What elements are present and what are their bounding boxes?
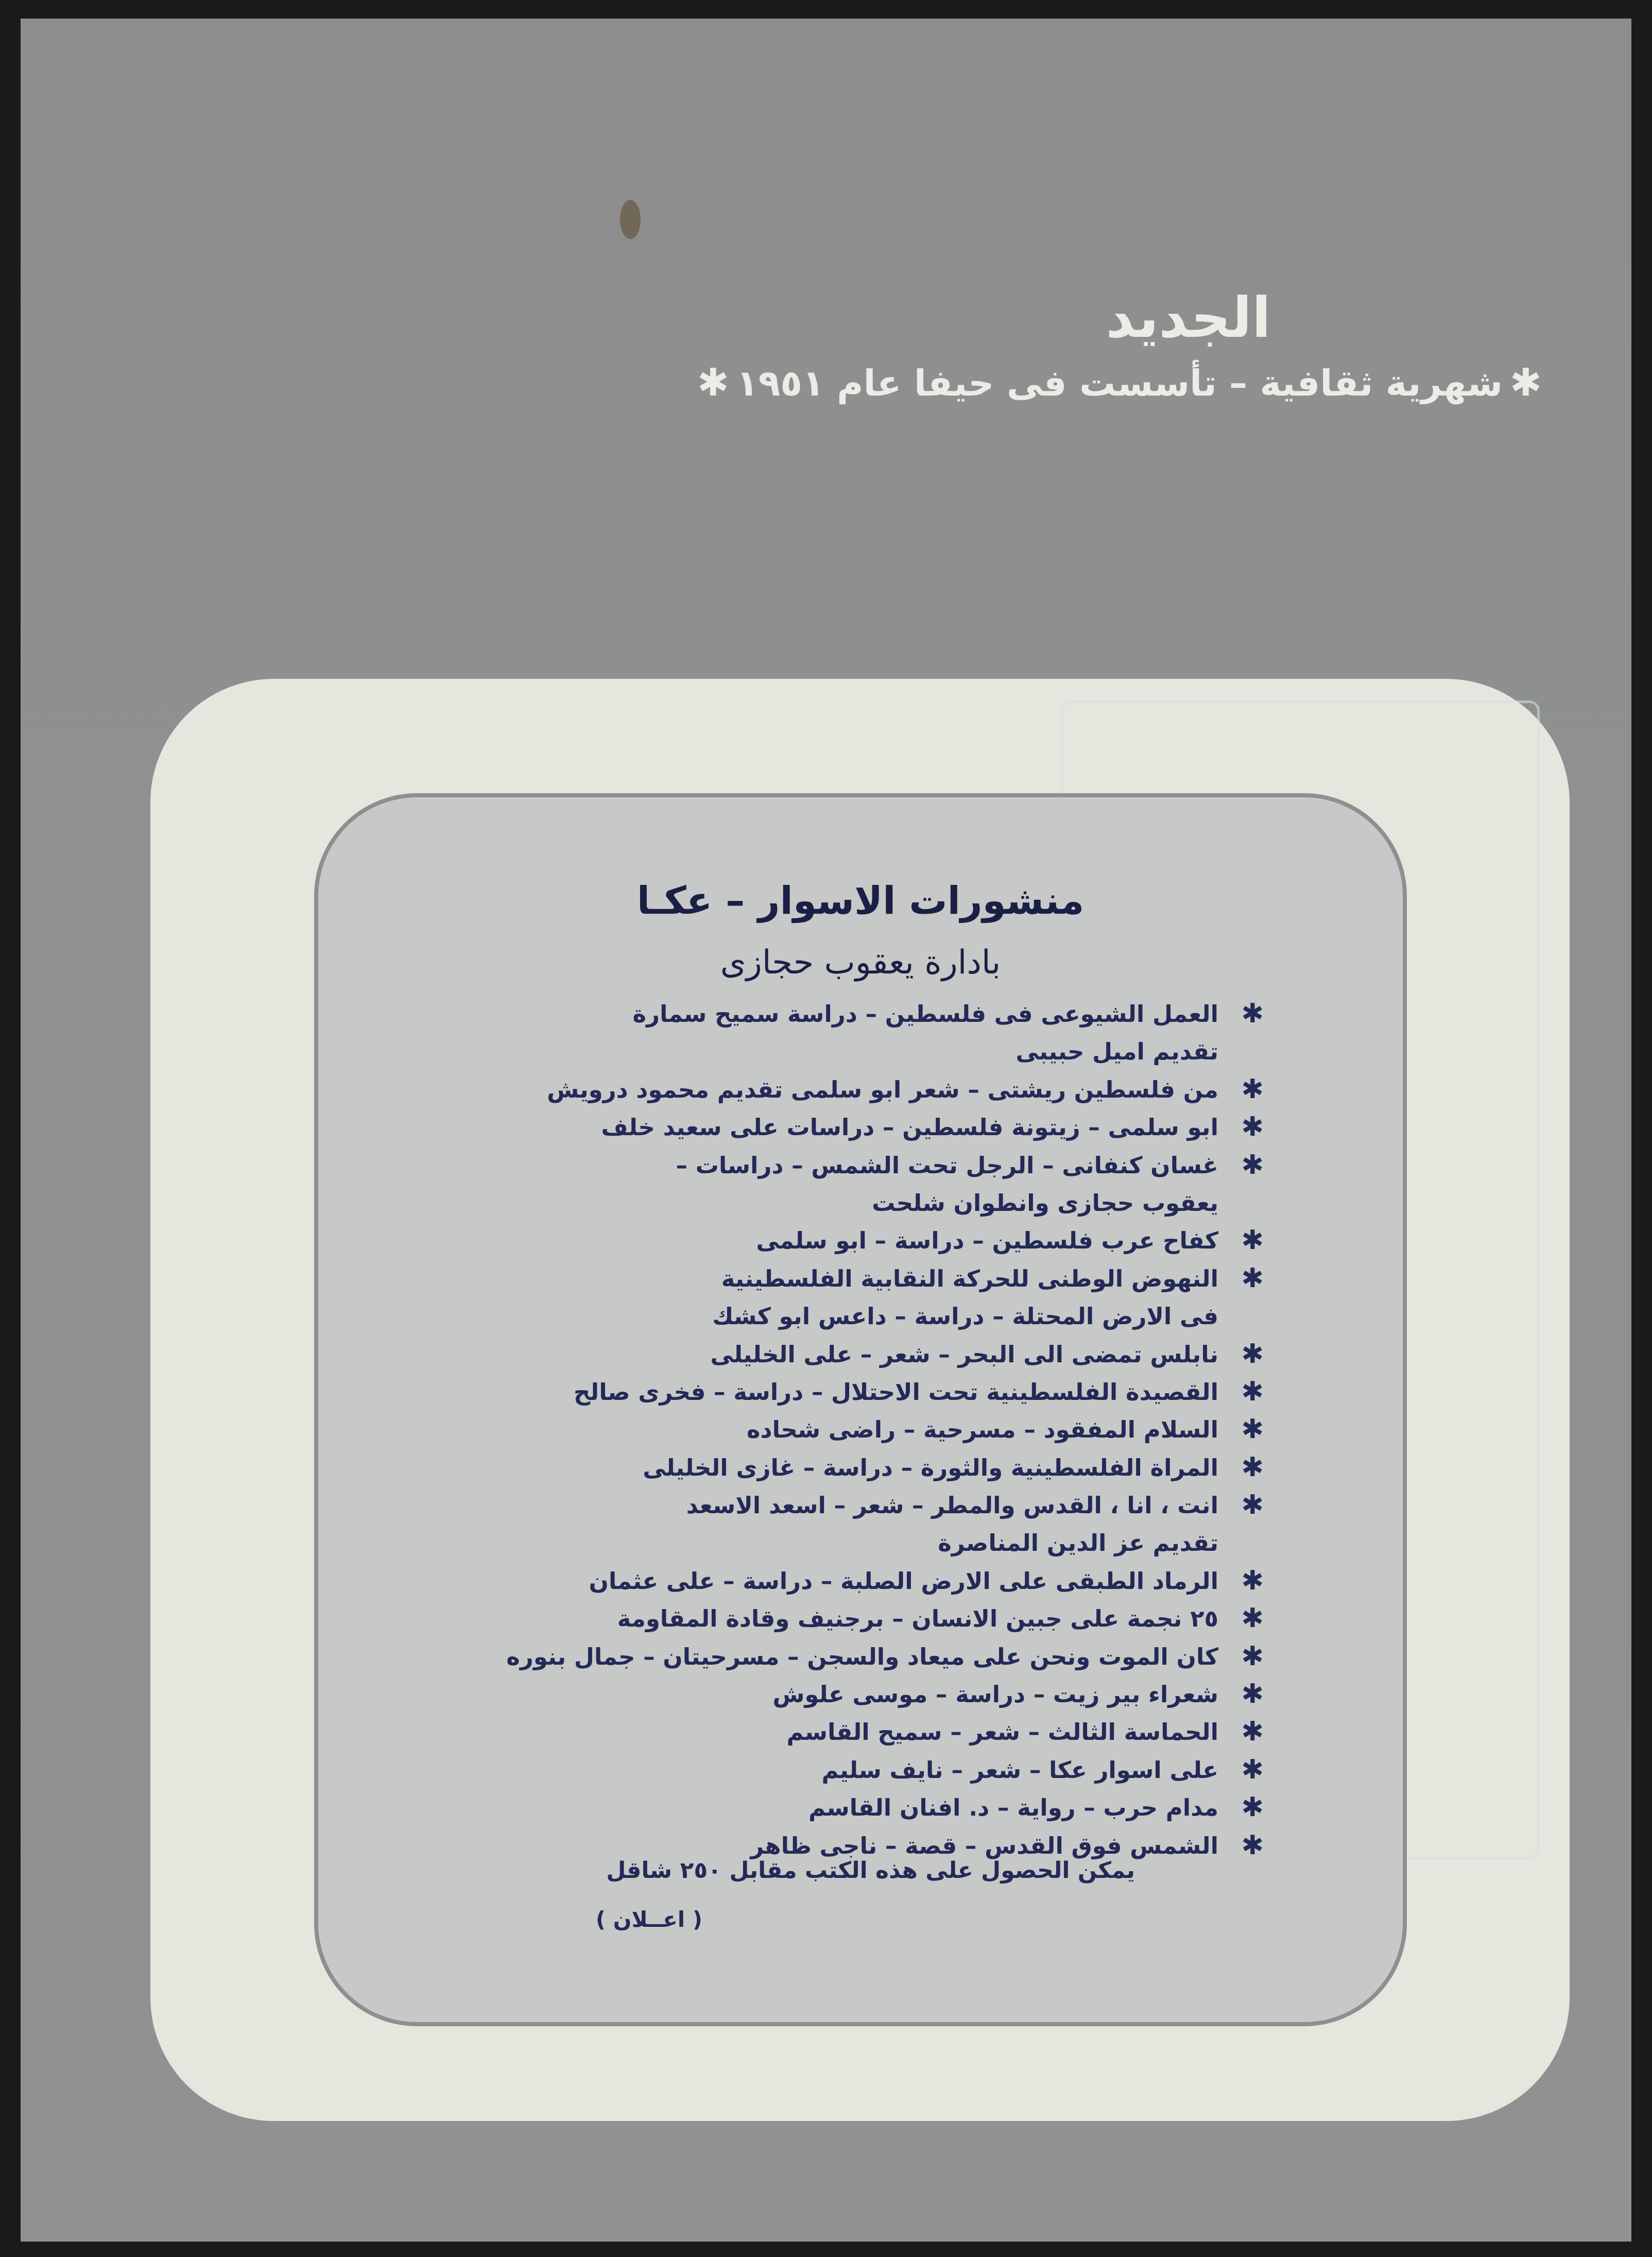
book-list-item bbox=[446, 1297, 1218, 1335]
asterisk-icon: ✱ bbox=[1241, 1414, 1264, 1445]
book-entry-text: كان الموت ونحن على ميعاد والسجن – مسرحيتان – جمال بنوره bbox=[506, 1643, 1218, 1670]
asterisk-icon: ✱ bbox=[1241, 1451, 1264, 1483]
asterisk-icon: ✱ bbox=[1241, 1338, 1264, 1370]
book-entry-text: انت ، انا ، القدس والمطر – شعر – اسعد الاسعد bbox=[686, 1492, 1218, 1519]
book-list-item bbox=[446, 1449, 1264, 1486]
magazine-tagline bbox=[690, 361, 1549, 405]
book-list-item bbox=[446, 1638, 1264, 1675]
book-entry-text: النهوض الوطنى للحركة النقابية الفلسطينية bbox=[721, 1264, 1218, 1292]
book-entry-text: تقديم عز الدين المناصرة bbox=[938, 1529, 1218, 1557]
book-list-item bbox=[446, 1524, 1218, 1562]
book-entry-text: على اسوار عكا – شعر – نايف سليم bbox=[821, 1756, 1218, 1784]
ad-title: منشورات الاسوار – عكـا bbox=[636, 879, 1085, 923]
book-entry-text: غسان كنفانى – الرجل تحت الشمس – دراسات – bbox=[676, 1151, 1218, 1179]
asterisk-icon: ✱ bbox=[1241, 1073, 1264, 1105]
book-entry-text: فى الارض المحتلة – دراسة – داعس ابو كشك bbox=[712, 1303, 1218, 1330]
book-entry-text: القصيدة الفلسطينية تحت الاحتلال – دراسة – فخرى صالح bbox=[573, 1378, 1218, 1406]
book-list-item bbox=[446, 1751, 1264, 1789]
paper-stain bbox=[620, 200, 641, 239]
book-list-item bbox=[446, 1789, 1264, 1826]
ad-subtitle: بادارة يعقوب حجازى bbox=[720, 944, 1001, 982]
book-list-item bbox=[446, 1147, 1264, 1184]
book-entry-text: الشمس فوق القدس – قصة – ناجى ظاهر bbox=[750, 1832, 1218, 1859]
book-list-item bbox=[446, 1071, 1264, 1108]
asterisk-icon: ✱ bbox=[1241, 1149, 1264, 1181]
asterisk-icon: ✱ bbox=[1241, 1262, 1264, 1294]
tagline-text: شهرية ثقافية – تأسست فى حيفا عام ١٩٥١ bbox=[736, 362, 1503, 404]
book-entry-text: من فلسطين ريشتى – شعر ابو سلمى تقديم محمود درويش bbox=[547, 1075, 1218, 1103]
advertisement-card bbox=[314, 793, 1407, 2026]
book-entry-text: السلام المفقود – مسرحية – راضى شحاده bbox=[746, 1416, 1218, 1444]
book-list-item bbox=[446, 1600, 1264, 1637]
magazine-masthead: الجديد bbox=[1106, 286, 1271, 350]
asterisk-icon: ✱ bbox=[1241, 1716, 1264, 1748]
asterisk-icon: ✱ bbox=[1241, 1603, 1264, 1634]
book-list-item bbox=[446, 1486, 1264, 1524]
asterisk-icon: ✱ bbox=[1509, 361, 1542, 405]
book-entry-text: المراة الفلسطينية والثورة – دراسة – غازى الخليلى bbox=[643, 1454, 1218, 1481]
asterisk-icon: ✱ bbox=[1241, 1565, 1264, 1596]
book-list-item bbox=[446, 1713, 1264, 1751]
book-entry-text: يعقوب حجازى وانطوان شلحت bbox=[872, 1189, 1218, 1217]
asterisk-icon: ✱ bbox=[1241, 1376, 1264, 1407]
advertisement-label: ( اعــلان ) bbox=[595, 1907, 702, 1932]
price-note: يمكن الحصول على هذه الكتب مقابل ٢٥٠ شاقل bbox=[606, 1857, 1135, 1884]
book-list-item bbox=[446, 1033, 1218, 1070]
book-list-item bbox=[446, 1260, 1264, 1297]
asterisk-icon: ✱ bbox=[1241, 1112, 1264, 1143]
book-entry-text: نابلس تمضى الى البحر – شعر – على الخليلى bbox=[710, 1340, 1218, 1368]
asterisk-icon: ✱ bbox=[1241, 1829, 1264, 1861]
asterisk-icon: ✱ bbox=[1241, 1640, 1264, 1672]
book-list-item bbox=[446, 1336, 1264, 1373]
book-list-item bbox=[446, 1184, 1218, 1222]
book-entry-text: ابو سلمى – زيتونة فلسطين – دراسات على سعيد خلف bbox=[601, 1114, 1218, 1141]
book-list-item bbox=[446, 1108, 1264, 1146]
book-entry-text: شعراء بير زيت – دراسة – موسى علوش bbox=[772, 1681, 1218, 1708]
book-list-item bbox=[446, 995, 1264, 1033]
book-list-item bbox=[446, 1411, 1264, 1448]
book-list-item bbox=[446, 1562, 1264, 1600]
book-entry-text: الحماسة الثالث – شعر – سميح القاسم bbox=[786, 1718, 1218, 1746]
asterisk-icon: ✱ bbox=[1241, 1792, 1264, 1823]
book-list bbox=[446, 995, 1264, 1865]
asterisk-icon: ✱ bbox=[1241, 1754, 1264, 1785]
book-list-item bbox=[446, 1373, 1264, 1411]
book-entry-text: الرماد الطبقى على الارض الصلبة – دراسة – على عثمان bbox=[589, 1567, 1218, 1595]
book-entry-text: تقديم اميل حبيبى bbox=[1016, 1038, 1218, 1066]
asterisk-icon: ✱ bbox=[1241, 1490, 1264, 1521]
asterisk-icon: ✱ bbox=[1241, 1225, 1264, 1256]
book-entry-text: ٢٥ نجمة على جبين الانسان – برجنيف وقادة المقاومة bbox=[617, 1605, 1218, 1633]
asterisk-icon: ✱ bbox=[1241, 998, 1264, 1029]
book-entry-text: مدام حرب – رواية – د. افنان القاسم bbox=[808, 1794, 1218, 1822]
asterisk-icon: ✱ bbox=[697, 361, 729, 405]
book-entry-text: العمل الشيوعى فى فلسطين – دراسة سميح سمارة bbox=[632, 1000, 1218, 1028]
asterisk-icon: ✱ bbox=[1241, 1679, 1264, 1710]
book-list-item bbox=[446, 1222, 1264, 1259]
book-list-item bbox=[446, 1675, 1264, 1713]
book-entry-text: كفاح عرب فلسطين – دراسة – ابو سلمى bbox=[756, 1227, 1218, 1255]
